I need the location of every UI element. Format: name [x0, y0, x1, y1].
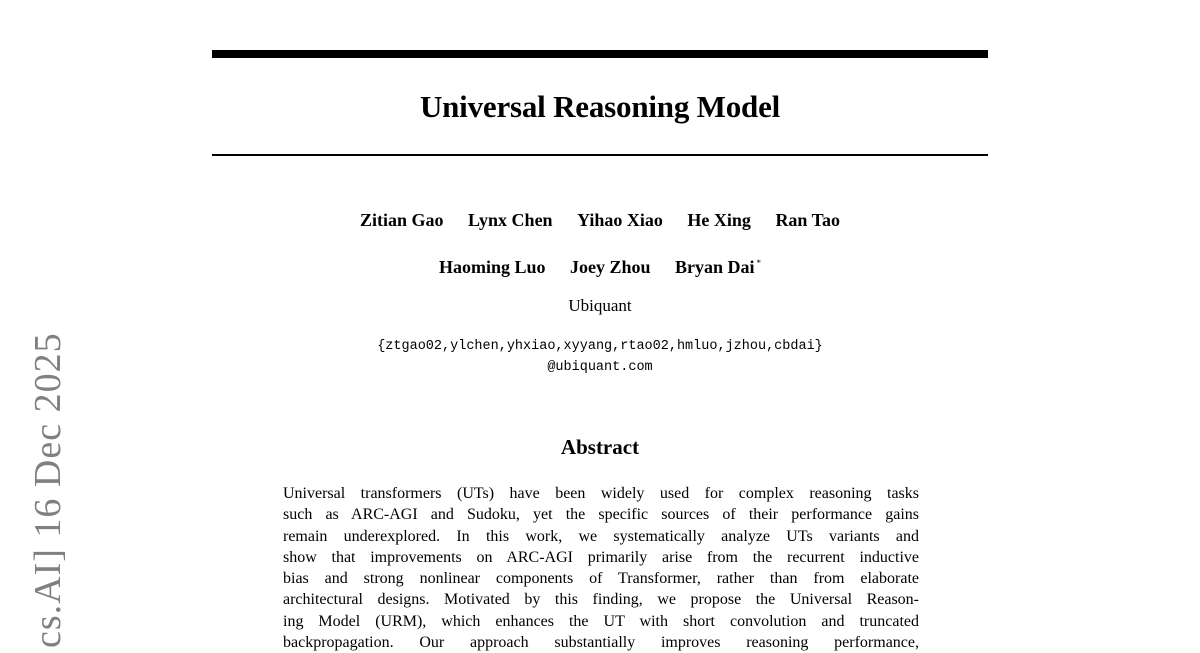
- abstract-heading: Abstract: [560, 435, 640, 459]
- abstract-line: Universal transformers (UTs) have been widely used for complex reasoning tasks: [283, 485, 919, 502]
- title-top-rule: [212, 50, 988, 58]
- abstract-line: such as ARC-AGI and Sudoku, yet the specific sources of their performance gains: [283, 506, 919, 524]
- affiliation: Ubiquant: [568, 296, 632, 315]
- author-name: Joey Zhou: [569, 257, 651, 277]
- author-name: Yihao Xiao: [577, 210, 663, 230]
- abstract-line: backpropagation. Our approach substantially improves reasoning performance,: [283, 634, 919, 652]
- author-name: Bryan Dai: [675, 257, 755, 277]
- author-name: Ran Tao: [775, 210, 840, 230]
- abstract-line: bias and strong nonlinear components of Transformer, rather than from elaborate: [283, 570, 919, 588]
- title-bottom-rule: [212, 154, 988, 156]
- email-line-1: {ztgao02,ylchen,yhxiao,xyyang,rtao02,hmluo,jzhou,cbdai}: [377, 339, 823, 354]
- author-name: Zitian Gao: [360, 210, 444, 230]
- author-name: Haoming Luo: [438, 257, 546, 277]
- author-name: He Xing: [687, 210, 751, 230]
- author-row-2: [212, 251, 988, 279]
- abstract-line: show that improvements on ARC-AGI primarily arise from the recurrent inductive: [283, 548, 919, 566]
- author-emails: [212, 336, 988, 378]
- abstract-line: architectural designs. Motivated by this finding, we propose the Universal Reason-: [283, 591, 919, 609]
- author-name: Lynx Chen: [468, 210, 553, 230]
- arxiv-side-stamp: cs.AI] 16 Dec 2025: [27, 332, 69, 648]
- author-row-1: [212, 208, 988, 232]
- footnote-mark[interactable]: *: [756, 258, 762, 268]
- abstract-body: [283, 483, 919, 653]
- abstract-line: remain underexplored. In this work, we systematically analyze UTs variants and: [283, 527, 919, 545]
- paper-title: Universal Reasoning Model: [419, 89, 781, 124]
- abstract-line: ing Model (URM), which enhances the UT with short convolution and truncated: [283, 612, 919, 630]
- author-name-with-footnote: [675, 251, 761, 279]
- email-line-2: @ubiquant.com: [547, 360, 653, 375]
